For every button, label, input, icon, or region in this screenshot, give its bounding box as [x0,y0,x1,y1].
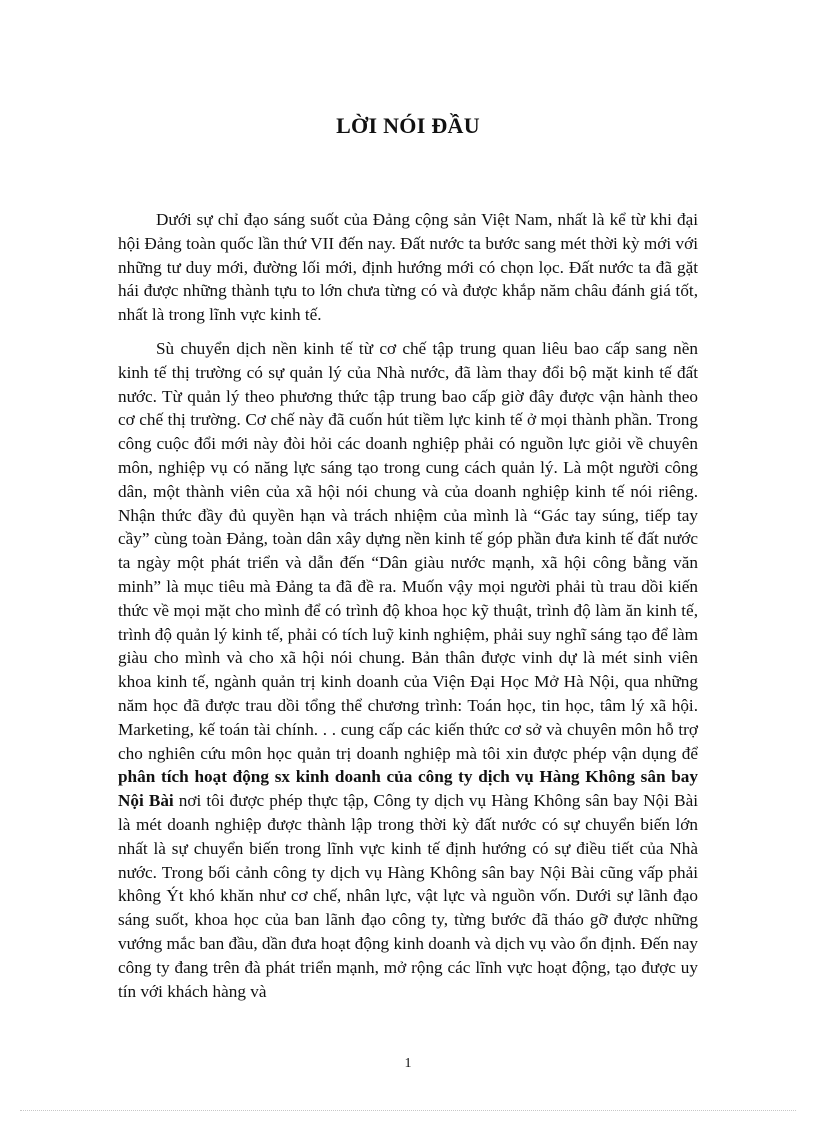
paragraph-intro: Dưới sự chỉ đạo sáng suốt của Đảng cộng sản Việt Nam, nhất là kể từ khi đại hội Đảng toàn quốc lần thứ VII đến nay. Đất nước ta bước sang mét thời kỳ mới với những tư duy mới, đường lối mới, định hướng mới có chọn lọc. Đất nước ta đã gặt hái được những thành tựu to lớn chưa từng có và được khắp năm châu đánh giá tốt, nhất là trong lĩnh vực kinh tế. [118,210,698,325]
page-number: 1 [404,1056,412,1071]
paragraph-main-emphasis: phân tích hoạt động sx kinh doanh của công ty dịch vụ Hàng Không sân bay Nội Bài [118,767,698,811]
paragraph-main [118,337,698,1003]
body-text [118,208,698,1003]
page-divider [20,1110,796,1111]
paragraph-main-tail: nơi tôi được phép thực tập, Công ty dịch vụ Hàng Không sân bay Nội Bài là mét doanh nghiệp được thành lập trong thời kỳ đất nước có sự chuyển biến lớn nhất là sự chuyển biến trong lĩnh vực kinh tế định hướng có sự điều tiết của Nhà nước. Trong bối cảnh công ty dịch vụ Hàng Không sân bay Nội Bài cũng vấp phải không Ýt khó khăn như cơ chế, nhân lực, vật lực và nguồn vốn. Dưới sự lãnh đạo sáng suốt, khoa học của ban lãnh đạo công ty, từng bước đã tháo gỡ được những vướng mắc ban đầu, dần đưa hoạt động kinh doanh và dịch vụ vào ổn định. Đến nay công ty đang trên đà phát triển mạnh, mở rộng các lĩnh vực hoạt động, tạo được uy tín với khách hàng và [118,791,698,1001]
paragraph-main-lead: Sù chuyển dịch nền kinh tế từ cơ chế tập trung quan liêu bao cấp sang nền kinh tế thị trường có sự quản lý của Nhà nước, đã làm thay đổi bộ mặt kinh tế đất nước. Từ quản lý theo phương thức tập trung bao cấp giờ đây được vận hành theo cơ chế thị trường. Cơ chế này đã cuốn hút tiềm lực kinh tế ở mọi thành phần. Trong công cuộc đổi mới này đòi hỏi các doanh nghiệp phải có nguồn lực giỏi về chuyên môn, nghiệp vụ có năng lực sáng tạo trong cung cách quản lý. Là một người công dân, một thành viên của xã hội nói chung và của doanh nghiệp kinh tế nói riêng. Nhận thức đầy đủ quyền hạn và trách nhiệm của mình là “Gác tay súng, tiếp tay cầy” cùng toàn Đảng, toàn dân xây dựng nền kinh tế góp phần đưa kinh tế đất nước ta ngày một phát triển và dẫn đến “Dân giàu nước mạnh, xã hội công bằng văn minh” là mục tiêu mà Đảng ta đã đề ra. Muốn vậy mọi người phải tù trau dồi kiến thức về mọi mặt cho mình để có trình độ khoa học kỹ thuật, trình độ làm ăn kinh tế, trình độ quản lý kinh tế, phải có tích luỹ kinh nghiệm, phải suy nghĩ sáng tạo để làm giàu cho mình và cho xã hội nói chung. Bản thân được vinh dự là mét sinh viên khoa kinh tế, ngành quản trị kinh doanh của Viện Đại Học Mở Hà Nội, qua những năm học đã được trau dồi tổng thể chương trình: Toán học, tin học, tâm lý xã hội. Marketing, kế toán tài chính. . . cung cấp các kiến thức cơ sở và chuyên môn hỗ trợ cho nghiên cứu môn học quản trị doanh nghiệp mà tôi xin được phép vận dụng để [118,338,698,763]
page-title: LỜI NÓI ĐẦU [336,113,480,138]
